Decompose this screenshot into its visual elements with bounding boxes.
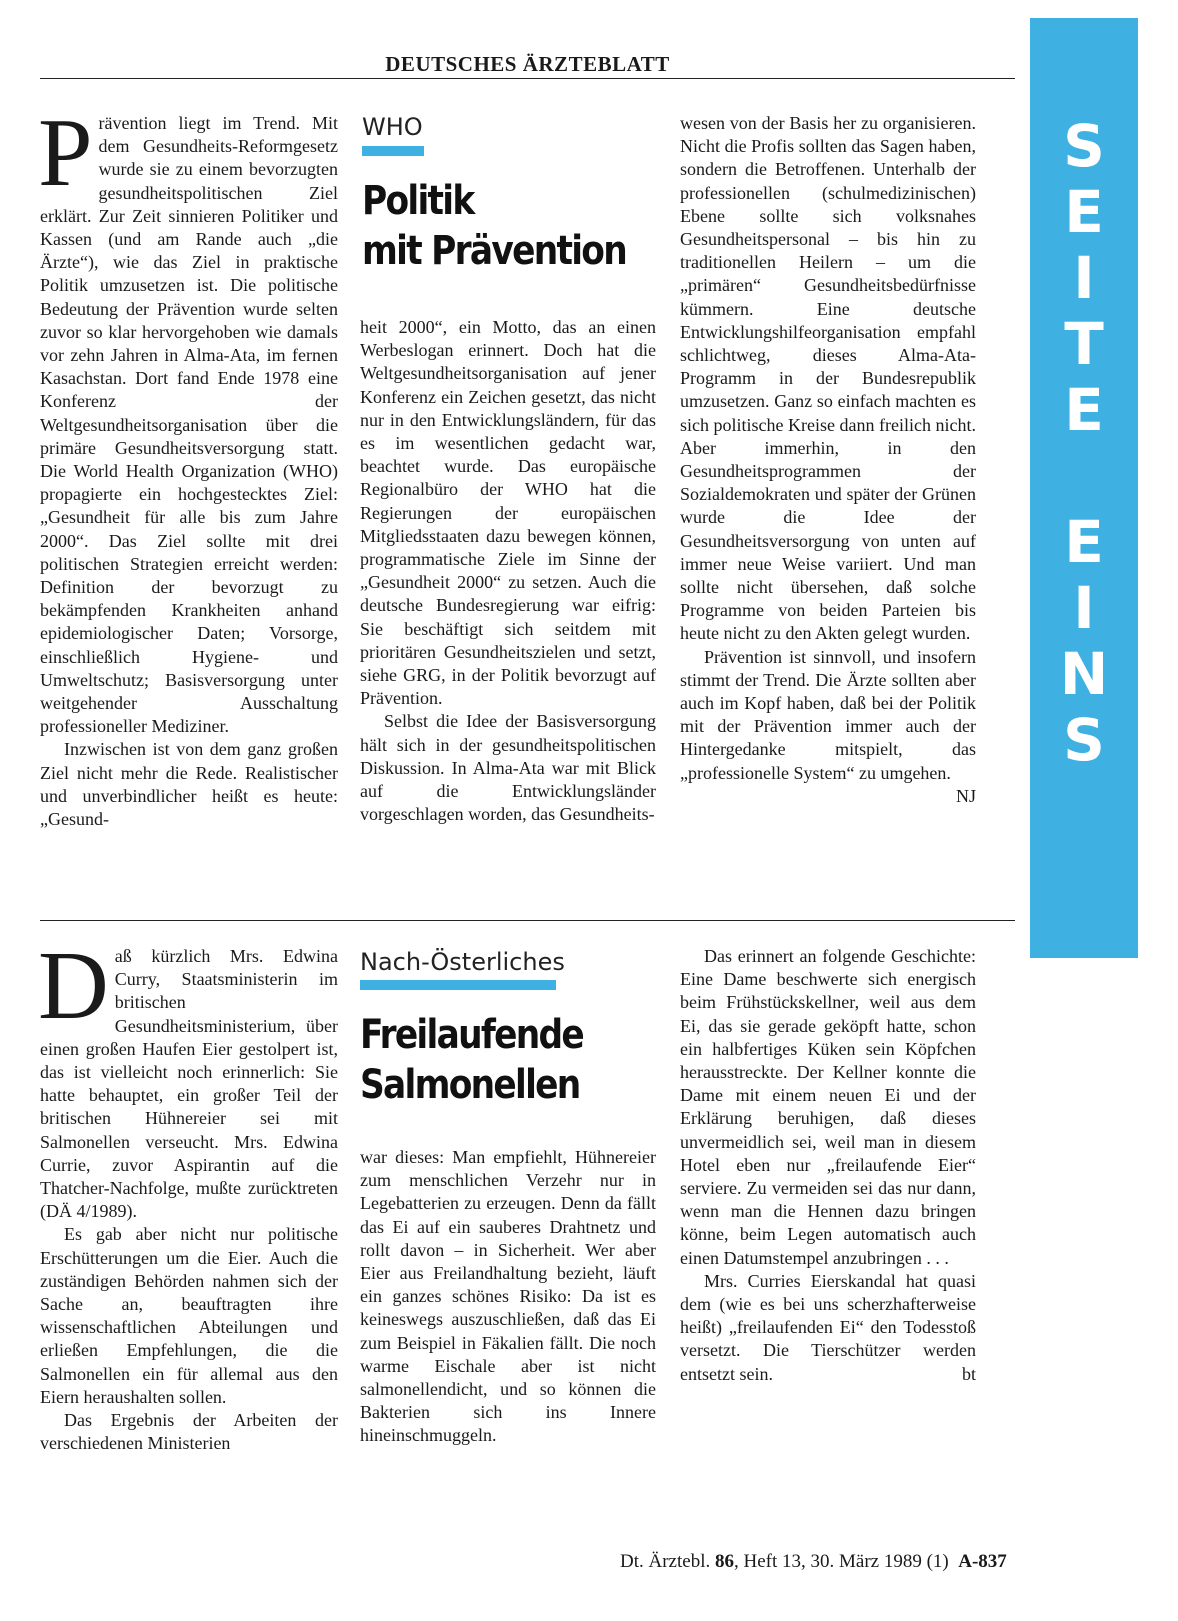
sidebar-letter: E <box>1064 376 1104 444</box>
sidebar-letter: S <box>1063 706 1105 774</box>
headline-line: Politik <box>362 178 474 224</box>
sidebar-letter: S <box>1063 112 1105 180</box>
article2-paragraph: Es gab aber nicht nur politische Erschütterungen um die Eier. Auch die zuständigen Behörden nahmen sich der Sache an, beauftragten ihre wissenschaftlichen Abteilungen und erließen Empfehlungen, die die Salmonellen ein für allemal aus den Eiern heraushalten sollen. <box>40 1224 338 1407</box>
article2-paragraph: war dieses: Man empfiehlt, Hühnereier zum menschlichen Verzehr nur in Legebatterien zu erzeugen. Denn da fällt das Ei auf ein sauberes Drahtnetz und rollt davon – in Sicherheit. Wer aber Eier aus Freilandhaltung bezieht, läuft ein ganzes schönes Risiko: Da ist es keineswegs auszuschließen, daß das Ei zum Beispiel in Fäkalien fällt. Die noch warme Eischale aber ist nicht salmonellendicht, und so können die Bakterien sich ins Innere hineinschmuggeln. <box>360 1147 656 1446</box>
headline-line: Freilaufende <box>360 1012 583 1058</box>
sidebar-letter: N <box>1059 640 1109 708</box>
article1-signature: NJ <box>955 785 976 806</box>
sidebar-letter: I <box>1073 244 1095 312</box>
article2-paragraph: Das Ergebnis der Arbeiten der verschiedenen Ministerien <box>40 1410 338 1454</box>
article1-kicker: WHO <box>362 113 423 141</box>
article1-paragraph: wesen von der Basis her zu organisieren. Nicht die Profis sollten das Sagen haben, sondern die Betroffenen. Unterhalb der professionellen (schulmedizinischen) Ebene sollte sich volksnahes Gesundheitspersonal – bis hin zu traditionellen Heilern – um die „primären“ Gesundheitsbedürfnisse kümmern. Eine deutsche Entwicklungshilfeorganisation empfahl schlichtweg, dieses Alma-Ata-Programm in der Bundesrepublik umzusetzen. Ganz so einfach machten es sich politische Kreise dann freilich nicht. Aber immerhin, in den Gesundheitsprogrammen der Sozialdemokraten und später der Grünen wurde die Idee der Gesundheitsversorgung von unten auf immer neue Weise variiert. Und man sollte nicht übersehen, daß solche Programme von beiden Parteien bis heute nicht zu den Akten gelegt wurden. <box>680 113 976 644</box>
sidebar-letter: E <box>1064 508 1104 576</box>
page-footer <box>620 1551 1110 1573</box>
seite-eins-sidebar <box>1030 18 1138 958</box>
article1-paragraph: Prävention ist sinnvoll, und insofern stimmt der Trend. Die Ärzte sollten aber auch im Kopf haben, daß bei der Politik mit der Prävention immer auch der Hintergedanke mitspielt, das „professionelle System“ zu umgehen. <box>680 646 976 783</box>
drop-cap: D <box>38 932 109 1040</box>
article2-paragraph: Mrs. Curries Eierskandal hat quasi dem (wie es bei uns scherzhafterweise heißt) „freilaufenden Ei“ den Todesstoß versetzt. Die Tierschützer werden entsetzt sein. <box>680 1270 976 1384</box>
footer-page-number: A-837 <box>958 1551 1007 1572</box>
masthead-rule <box>40 78 1015 79</box>
article1-paragraph: rävention liegt im Trend. Mit dem Gesundheits-Reformgesetz wurde sie zu einem bevorzugten gesundheitspolitischen Ziel erklärt. Zur Zeit sinnieren Politiker und Kassen (und am Rande auch „die Ärzte“), wie das Ziel in praktische Politik umzusetzen ist. Die politische Bedeutung der Prävention wurde selten zuvor so klar hervorgehoben wie damals vor zehn Jahren in Alma-Ata, im fernen Kasachstan. Dort fand Ende 1978 eine Konferenz der Weltgesundheitsorganisation über die primäre Gesundheitsversorgung statt. Die World Health Organization (WHO) propagierte ein hochgestecktes Ziel: „Gesundheit für alle bis zum Jahre 2000“. Das Ziel sollte mit drei politischen Strategien erreicht werden: Definition der bevorzugt zu bekämpfenden Krankheiten anhand epidemiologischer Daten; Vorsorge, einschließlich Hygiene- und Umweltschutz; Basisversorgung unter weitgehender Ausschaltung professioneller Mediziner. <box>40 113 338 737</box>
sidebar-letter: T <box>1064 310 1104 378</box>
article1-paragraph: Inzwischen ist von dem ganz großen Ziel nicht mehr die Rede. Realistischer und unverbindlicher heißt es heute: „Gesund- <box>40 739 338 830</box>
footer-citation: Dt. Ärztebl. <box>620 1551 715 1572</box>
headline-line: mit Prävention <box>362 228 626 274</box>
sidebar-letter: I <box>1073 574 1095 642</box>
drop-cap: P <box>38 99 93 207</box>
article2-headline <box>360 1010 635 1110</box>
article2-signature: bt <box>961 1363 976 1384</box>
article2-kicker: Nach-Österliches <box>360 948 565 976</box>
masthead: DEUTSCHES ÄRZTEBLATT <box>385 52 670 76</box>
footer-volume: 86 <box>714 1551 734 1572</box>
article1-paragraph: Selbst die Idee der Basisversorgung hält sich in der gesundheitspolitischen Diskussion. In Alma-Ata war mit Blick auf die Entwicklungsländer vorgeschlagen worden, das Gesundheits- <box>360 711 656 825</box>
article1-column-1 <box>38 99 338 831</box>
article2-column-1 <box>38 932 338 1455</box>
article2-paragraph: Das erinnert an folgende Geschichte: Eine Dame beschwerte sich energisch beim Frühstückskellner, weil aus dem Ei, das sie gerade geköpft hatte, schon ein halbfertiges Küken sein Köpfchen herausstreckte. Der Kellner konnte die Dame mit einem neuen Ei und der Erklärung beruhigen, daß dieses unvermeidlich sei, weil man in diesem Hotel eben nur „freilaufende Eier“ serviere. Zu vermeiden sei das nur dann, wenn man die Hennen dazu bringen könne, beim Legen automatisch auch einen Datumstempel anzubringen . . . <box>680 946 976 1268</box>
article2-kicker-bar <box>360 980 556 990</box>
article2-paragraph: aß kürzlich Mrs. Edwina Curry, Staatsministerin im britischen Gesundheitsministerium, über einen großen Haufen Eier gestolpert ist, das ist vielleicht noch erinnerlich: Sie hatte behauptet, ein großer Teil der britischen Hühnereier sei mit Salmonellen verseucht. Mrs. Edwina Currie, zuvor Aspirantin auf die Thatcher-Nachfolge, mußte zurücktreten (DÄ 4/1989). <box>40 946 338 1222</box>
article1-kicker-bar <box>362 146 424 156</box>
section-divider <box>40 920 1015 921</box>
article1-column-2 <box>360 316 656 826</box>
article1-column-3 <box>680 112 976 808</box>
sidebar-letter: E <box>1064 178 1104 246</box>
article2-column-2 <box>360 1146 656 1448</box>
article1-paragraph: heit 2000“, ein Motto, das an einen Werbeslogan erinnert. Doch hat die Weltgesundheitsorganisation auf jener Konferenz ein Zeichen gesetzt, das nicht nur in den Entwicklungsländern, für das es im wesentlichen gedacht war, beachtet wurde. Das europäische Regionalbüro der WHO hat die Regierungen der europäischen Mitgliedsstaaten dazu bewegen können, programmatische Ziele im Sinne der „Gesundheit 2000“ zu setzen. Auch die deutsche Bundesregierung war eifrig: Sie beschäftigt sich seitdem mit prioritären Gesundheitszielen und setzt, siehe GRG, in der Politik bevorzugt auf Prävention. <box>360 317 656 709</box>
headline-line: Salmonellen <box>360 1062 580 1108</box>
article2-column-3 <box>680 945 976 1386</box>
article1-headline <box>362 176 637 276</box>
footer-issue: , Heft 13, 30. März 1989 (1) <box>733 1551 949 1572</box>
